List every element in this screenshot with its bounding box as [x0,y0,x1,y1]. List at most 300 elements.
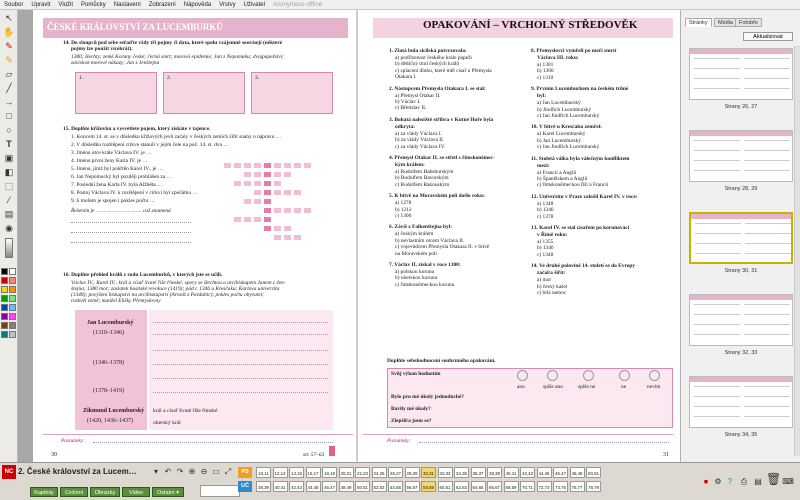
crossword-cell[interactable] [253,189,262,196]
crossword-cell[interactable] [293,189,302,196]
workbook-page-button[interactable]: 14,15 [289,467,304,478]
textbook-page-button[interactable]: 76,77 [570,481,585,492]
crossword-cell[interactable] [283,207,292,214]
answer-option[interactable]: b) Jan Lucemburský [537,137,582,144]
crossword-cell[interactable] [263,207,272,214]
zoom-out-icon[interactable]: ⊖ [200,467,208,476]
crossword-cell[interactable] [233,216,242,223]
textbook-page-button[interactable]: 54,55 [388,481,403,492]
answer-option[interactable]: c) 1348 [537,251,554,258]
answer-option[interactable]: c) splacení dluhu, které měl císař u Přemysla [395,67,492,74]
right-notes-line[interactable] [419,442,669,443]
q15-item-5: 5. Jméno, jímž byl pokřtěn Karel IV., je … [71,166,164,172]
crossword-cell[interactable] [263,225,272,232]
question-title: 11. Stoletá válka byla válečným konfliktem [531,155,630,162]
nav-ostatni[interactable]: Ostatní ▾ [152,487,184,497]
color-red[interactable] [1,277,8,284]
stamp-icon[interactable]: ⬚ [4,181,14,191]
textbook-page-button[interactable]: 62,63 [454,481,469,492]
textbook-page-button[interactable]: 68,69 [504,481,519,492]
color-magenta[interactable] [9,313,16,320]
question-title: 10. V bitvě u Kresčaku zemřel: [531,124,602,131]
save-icon[interactable]: ▤ [754,477,762,486]
q15-solution-line[interactable] [71,222,191,223]
q15-item-7: 7. Poslední žena Karla IV. byla Alžběta … [71,182,163,188]
thumb-text-line [694,68,740,69]
thumb-text-line [744,324,790,325]
hand-icon[interactable]: ✋ [3,27,15,37]
nav-video[interactable]: Video [122,487,150,497]
crossword-cell[interactable] [223,162,232,169]
thumb-text-line [744,406,790,407]
king-jan-years: (1310–1346) [93,330,124,336]
tab-photos[interactable]: Fotobře [735,18,762,27]
color-blue[interactable] [1,304,8,311]
textbook-page-button[interactable]: 56,57 [405,481,420,492]
textbook-page-button[interactable]: 58,59 [421,481,436,492]
answer-option[interactable]: c) bílá nemoc [537,290,567,296]
color-brown[interactable] [1,322,8,329]
thumb-text-line [695,223,741,224]
crossword-cell[interactable] [243,216,252,223]
image-icon[interactable]: ▣ [4,153,14,163]
thumb-text-line [694,78,740,79]
help-icon[interactable]: ? [727,477,733,486]
answer-option[interactable]: a) Jan Lucemburský [537,100,581,107]
crossword-cell[interactable] [273,234,282,241]
q14-box-3[interactable]: 3. [251,72,333,114]
color-orange[interactable] [9,286,16,293]
crossword-cell[interactable] [263,162,272,169]
crossword-cell[interactable] [253,216,262,223]
workbook-page-button[interactable]: 30,31 [421,467,436,478]
answer-option[interactable]: a) Karel Lucemburský [537,131,586,138]
answer-option[interactable]: na Moravském poli [395,250,437,257]
workbook-page-button[interactable]: 28,29 [405,467,420,478]
right-notes-label: Poznámky: [387,438,411,444]
answer-option[interactable]: a) Rudolfem Habsburským [395,169,454,175]
answer-line [153,334,328,335]
textbook-page-button[interactable]: 72,73 [537,481,552,492]
color-teal[interactable] [1,331,8,338]
question-title: 12. Univerzitu v Praze založil Karel IV. v roce: [531,193,638,200]
answer-line [153,322,328,323]
workbook-page-button[interactable]: 16,17 [306,467,321,478]
drawing-toolbar [0,10,18,462]
answer-option[interactable]: a) 1355 [537,239,554,245]
nav-kapitoly[interactable]: Kapitoly [30,487,58,497]
thumb-header [691,214,791,219]
eval-col-spise-ano: spíše ano [543,384,563,390]
keyboard-icon[interactable]: ⌨ [782,477,794,486]
eval-col-spise-ne: spíše ne [578,384,596,390]
textbook-page-button[interactable]: 48,49 [339,481,354,492]
eval-col-ano: ano [517,384,525,390]
question-title-cont: byl: [537,93,546,100]
crossword-cell[interactable] [293,207,302,214]
thumb-text-line [744,68,790,69]
tab-media[interactable]: Média [714,18,737,27]
q15-title: 15. Doplňte křížovku a vysvětlete pojem, který získáte v tajence. [63,126,211,132]
line-width-slider[interactable] [5,238,13,258]
menu-napoveda[interactable]: Nápověda [183,2,212,8]
workbook-page-button[interactable]: 34,35 [454,467,469,478]
answer-option[interactable]: b) Václav I. [395,99,421,105]
q14-box-2[interactable]: 2. [163,72,245,114]
answer-option[interactable]: b) 1212 [395,206,412,213]
king-3-years: (1378–1419) [93,388,124,394]
workbook-page-button[interactable]: 32,33 [438,467,453,478]
answer-option[interactable]: b) za vlády Václava II. [395,137,445,144]
pen-icon[interactable]: ✎ [5,41,13,51]
thumb-text-line [744,304,790,305]
question-title: 6. Závíš z Falkenštejna byl: [389,224,453,231]
workbook-page-button[interactable]: 20,21 [339,467,354,478]
line-icon[interactable]: ╱ [6,83,12,93]
workbook-page-button[interactable]: 22,23 [355,467,370,478]
answer-option[interactable]: a) Francií a Anglií [537,169,577,176]
tab-pages[interactable]: Stránky [685,18,712,27]
answer-option[interactable]: a) českým králem [395,231,434,238]
page-thumbnail[interactable] [689,130,793,182]
answer-option[interactable]: c) Rudolfem Rakouským [395,181,450,188]
answer-option[interactable]: b) Španělskem a Anglií [537,176,588,182]
answer-option[interactable]: c) římskoněmeckou říší a Francií [537,182,609,189]
question-title: 8. Přemyslovci vymřeli po meči smrtí [531,48,617,54]
print-icon[interactable]: ⎙ [740,477,748,486]
question-title-cont: v Římě roku: [537,232,568,238]
pointer-icon[interactable]: ↖ [5,13,13,23]
workbook-label[interactable]: PS [238,467,252,478]
menu-vlozit[interactable]: Vložit [58,2,74,8]
thumb-text-line [745,223,791,224]
q15-item-4: 4. Jméno první ženy Karla IV. je … [71,158,148,164]
answer-line [153,378,328,379]
textbook-page-button[interactable]: 66,67 [487,481,502,492]
workbook-page-button[interactable]: 18,19 [322,467,337,478]
thumb-text-line [695,253,741,254]
answer-option[interactable]: a) 1348 [537,200,554,207]
thumb-text-line [744,140,790,141]
crossword-cell[interactable] [283,234,292,241]
crossword-cell[interactable] [243,171,252,178]
workbook-page-button[interactable]: 26,27 [388,467,403,478]
workbook-page-button[interactable]: 46,47 [553,467,568,478]
q16-text-3: (1348); povýšení biskupství na arcibiskupství (Arnošt z Pardubic); pokles počtu obyvatel; [71,292,265,298]
q15-solution-line-3[interactable] [71,242,191,243]
color-black[interactable] [1,268,8,275]
king-2-years: (1346–1378) [93,360,124,366]
textbook-page-button[interactable]: 40,41 [273,481,288,492]
workbook-page-button[interactable]: 24,25 [372,467,387,478]
thumb-text-line [744,170,790,171]
textbook-spread [33,10,680,462]
chapter-title: 2. České království za Lucem… [18,467,137,476]
crossword-cell[interactable] [293,162,302,169]
q15-solution-line-2[interactable] [71,232,191,233]
settings-icon[interactable]: ⚙ [714,477,722,486]
workbook-page-button[interactable]: 36,37 [471,467,486,478]
answer-option[interactable]: c) za vlády Václava IV. [395,143,446,150]
panel-scrollbar[interactable] [794,46,800,456]
crossword-cell[interactable] [283,171,292,178]
user-status: Anonymous offline [272,2,323,8]
eval-col-ne: ne [621,384,627,390]
menu-bar [0,0,800,10]
left-notes-line[interactable] [93,442,333,443]
crossword-cell[interactable] [263,189,272,196]
page-thumbnail[interactable] [689,376,793,428]
textbook-page-button[interactable]: 78,79 [586,481,601,492]
answer-option[interactable]: c) 1300 [395,213,412,219]
color-lightblue[interactable] [9,304,16,311]
color-pink[interactable] [9,277,16,284]
color-silver[interactable] [9,331,16,338]
thumb-text-line [745,243,791,244]
thumbnail-caption: Strany 34, 35 [724,432,758,438]
textbook-page-button[interactable]: 60,61 [438,481,453,492]
crossword-cell[interactable] [253,162,262,169]
rectangle-icon[interactable]: □ [6,111,12,121]
nav-obrazky[interactable]: Obrázky [90,487,120,497]
thumb-header [690,377,792,382]
question-face-icon [649,370,660,381]
crossword-cell[interactable] [273,189,282,196]
color-white[interactable] [9,268,16,275]
textbook-page-button[interactable]: 70,71 [520,481,535,492]
eval-row-2: Bavily mě úkoly? [391,406,431,412]
crossword-cell[interactable] [263,171,272,178]
thumb-text-line [744,150,790,151]
crossword-cell[interactable] [243,162,252,169]
answer-option[interactable]: c) Břetislav II. [395,105,427,112]
textbook-page-button[interactable]: 38,39 [256,481,271,492]
fullscreen-icon[interactable]: ⤢ [224,467,232,476]
thumb-text-line [694,150,740,151]
fill-icon[interactable]: ◧ [4,167,14,177]
thumb-text-line [744,396,790,397]
crossword-cell[interactable] [273,207,282,214]
answer-option[interactable]: c) vojevůdcem Přemysla Otakara II. v bitvě [395,244,490,251]
menu-vrstvy[interactable]: Vrstvy [219,2,236,8]
textbook-page-button[interactable]: 50,51 [355,481,370,492]
pages-panel [680,10,800,462]
answer-option[interactable]: b) 1346 [537,245,554,252]
workbook-page-button[interactable]: 40,41 [504,467,519,478]
left-page-number: 30 [51,452,57,458]
color-gray[interactable] [9,322,16,329]
bottom-navigation-bar [0,462,800,500]
text-icon[interactable]: T [6,139,12,149]
answer-option[interactable]: Otakara I. [395,74,417,81]
thumb-text-line [744,314,790,315]
color-yellow[interactable] [1,286,8,293]
crossword-cell[interactable] [253,198,262,205]
textbook-page-button[interactable]: 74,75 [553,481,568,492]
answer-option[interactable]: c) Jan Jindřich Lucemburský [537,144,600,151]
thumbnail-caption: Strany 26, 27 [724,104,758,110]
page-thumbnail[interactable] [689,48,793,100]
answer-option[interactable]: a) za vlády Václava I. [395,130,443,137]
crossword-cell[interactable] [303,207,312,214]
workbook-page-button[interactable]: 10,11 [256,467,271,478]
menu-nastaveni[interactable]: Nastavení [113,2,141,8]
undo-icon[interactable]: ↶ [164,467,172,476]
thumb-text-line [694,170,740,171]
eval-row-3: Zlepšil/a jsem se? [391,418,432,424]
workbook-page-button[interactable]: 44,45 [537,467,552,478]
thumb-text-line [694,58,740,59]
crossword-cell[interactable] [273,171,282,178]
question-title-cont: kým králem: [395,162,425,168]
answer-option[interactable]: a) 1278 [395,200,412,207]
q15-solution: Řešením je ……………………….. což znamená [71,208,171,214]
answer-option[interactable]: a) podřízenost českého krále papeži [395,55,472,61]
highlighter-icon[interactable]: ✎ [5,55,13,65]
textbook-page-button[interactable]: 52,53 [372,481,387,492]
answer-option[interactable]: b) 1346 [537,207,554,214]
q14-terms-2: závislost morové nákazy; Jan z Jenštejna [71,60,160,66]
textbook-label[interactable]: UČ [238,481,252,492]
trash-icon[interactable]: 🗑 [766,472,782,486]
menu-zobrazeni[interactable]: Zobrazení [148,2,176,8]
document-viewport[interactable] [18,10,680,462]
ellipse-icon[interactable]: ○ [6,125,12,135]
workbook-page-button[interactable]: 12,13 [273,467,288,478]
crossword-cell[interactable] [243,180,252,187]
textbook-page-button[interactable]: 64,65 [471,481,486,492]
eraser-icon[interactable]: ▱ [5,69,13,79]
thumb-header [690,295,792,300]
textbook-page-button[interactable]: 44,45 [306,481,321,492]
page-thumbnail[interactable] [689,294,793,346]
crossword-cell[interactable] [303,162,312,169]
crossword-cell[interactable] [283,162,292,169]
answer-option[interactable]: b) uherskou korunu [395,275,438,282]
crossword-cell[interactable] [263,180,272,187]
nav-cviceni[interactable]: Cvičení [60,487,88,497]
menu-upravit[interactable]: Upravit [31,2,51,8]
eval-col-nevim: nevím [647,384,661,390]
spotlight-icon[interactable]: ◉ [5,223,13,233]
workbook-page-button[interactable]: 48,49 [570,467,585,478]
answer-option[interactable]: b) dědičný titul českých králů [395,61,460,68]
chevron-down-icon[interactable]: ▾ [153,467,158,476]
crossword-cell[interactable] [283,225,292,232]
thumbnail-caption: Strany 32, 33 [724,350,758,356]
q14-box-1[interactable]: 1. [75,72,157,114]
curtain-icon[interactable]: ▤ [4,209,14,219]
color-purple[interactable] [1,313,8,320]
refresh-button[interactable]: Aktualizovat [743,32,793,41]
answer-option[interactable]: c) římskoněmeckou korunu [395,281,455,288]
answer-option[interactable]: a) Přemysl Otakar II. [395,92,441,99]
page-spine [356,10,358,462]
crossword-cell[interactable] [233,180,242,187]
q16-text-2: štejna; 1380 mor; zaslatek husitské revoluce (1419); pád r. 1346 u Kresčaku; Karlova univerzita [71,286,280,292]
thumb-text-line [694,334,740,335]
question-title-cont: Václava III. roku: [537,55,579,61]
page-input[interactable] [200,485,240,497]
king-zikmund-years: (1420, 1436–1437) [87,418,133,424]
answer-option[interactable]: b) Jindřich Lucemburský [537,106,592,113]
answer-option[interactable]: a) 1301 [537,62,554,68]
thumb-text-line [694,324,740,325]
answer-option[interactable]: c) 1310 [537,74,554,81]
q15-item-1: 1. Koncem 14. st. se v důsledku křižových jevů začaly v českých zemích šířit snahy o nápravu … [71,134,282,140]
crossword-cell[interactable] [233,162,242,169]
q14-title: 14. Do sloupců pod sebe seřaďte vždy tři pojmy či data, které spolu vzájemně souvisejí (některé [63,40,283,46]
answer-option[interactable]: b) nevlastním otcem Václava II. [395,237,465,244]
crossword-cell[interactable] [283,189,292,196]
q14-title-2: pojmy lze použít vícekrát). [71,46,133,52]
answer-option[interactable]: b) 1306 [537,68,554,75]
crossword-cell[interactable] [273,180,282,187]
left-page-title: ČESKÉ KRÁLOVSTVÍ ZA LUCEMBURKŮ [47,22,223,32]
crossword-cell[interactable] [273,162,282,169]
answer-option[interactable]: b) černý kašel [537,283,568,290]
thumbnail-caption: Strany 28, 29 [724,186,758,192]
zoom-in-icon[interactable]: ⊕ [188,467,196,476]
thumb-text-line [744,58,790,59]
answer-option[interactable]: c) 1378 [537,213,554,220]
crossword-cell[interactable] [273,225,282,232]
sad-face-icon [619,370,630,381]
thumb-text-line [694,140,740,141]
q16-text-4: rozkvět země; manžel Elišky Přemyslovny [71,298,161,304]
thumb-text-line [694,406,740,407]
arrow-icon[interactable]: → [4,97,14,107]
answer-option[interactable]: b) Rudolfem Bavorským [395,175,449,182]
thumb-text-line [694,314,740,315]
page-thumbnail[interactable] [689,212,793,264]
workbook-page-button[interactable]: 38,39 [487,467,502,478]
stop-icon[interactable]: ⏹ [704,477,708,486]
thumb-text-line [744,160,790,161]
answer-option[interactable]: c) Jan Jindřich Lucemburský [537,113,600,119]
answer-line [153,364,328,365]
crossword-cell[interactable] [253,180,262,187]
zikmund-text: král a císař Svaté říše římské [153,408,218,414]
color-green[interactable] [1,295,8,302]
crossword-cell[interactable] [243,198,252,205]
fit-page-icon[interactable]: ▭ [212,467,220,476]
textbook-page-button[interactable]: 42,43 [289,481,304,492]
answer-option[interactable]: a) mor [537,277,552,284]
eyedropper-icon[interactable]: ⁄ [8,195,10,205]
workbook-page-button[interactable]: 50,51 [586,467,601,478]
menu-uzivatel[interactable]: Uživatel [243,2,265,8]
crossword-cell[interactable] [263,198,272,205]
eval-header: Svůj výkon hodnotím [391,371,441,377]
right-footer-rule [363,434,673,435]
thumb-text-line [695,243,741,244]
textbook-page-button[interactable]: 46,47 [322,481,337,492]
crossword-cell[interactable] [293,234,302,241]
thumb-text-line [694,386,740,387]
crossword-cell[interactable] [253,171,262,178]
color-lightgreen[interactable] [9,295,16,302]
thumb-text-line [695,233,741,234]
menu-soubor[interactable]: Soubor [4,2,24,8]
menu-pomucky[interactable]: Pomůcky [81,2,106,8]
crossword-cell[interactable] [263,216,272,223]
app-logo-icon: NC [2,465,16,479]
redo-icon[interactable]: ↷ [176,467,184,476]
answer-option[interactable]: a) polskou korunu [395,269,435,275]
workbook-page-button[interactable]: 42,43 [520,467,535,478]
thumb-text-line [694,416,740,417]
